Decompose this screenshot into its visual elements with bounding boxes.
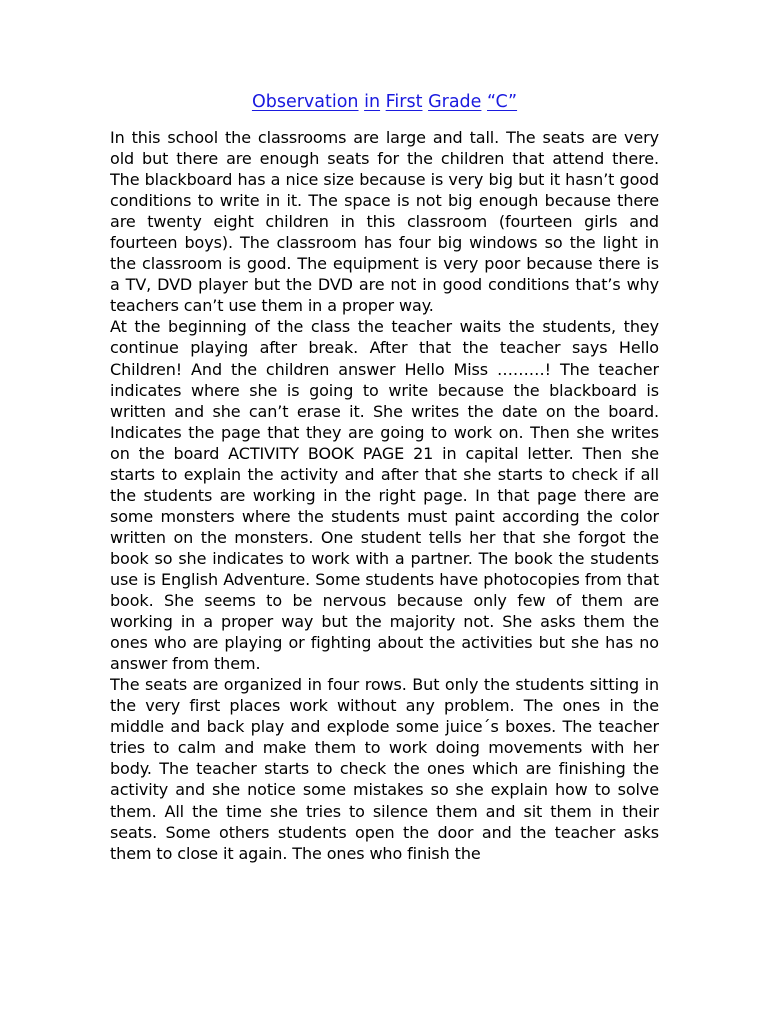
paragraph-seat-organization: The seats are organized in four rows. But only the students sitting in the very first places work without any problem. The ones in the middle and back play and explode some juice´s boxes. The teacher tries to calm and make them to work doing movements with her body. The teacher starts to check the ones which are finishing the activity and she notice some mistakes so she explain how to solve them. All the time she tries to silence them and sit them in their seats. Some others students open the door and the teacher asks them to close it again. The ones who finish the bbox=[110, 675, 659, 863]
title-link-in[interactable]: in bbox=[364, 92, 381, 112]
paragraph-classroom-description: In this school the classrooms are large and tall. The seats are very old but there are enough seats for the children that attend there. The blackboard has a nice size because is very big but it hasn’t good conditions to write in it. The space is not big enough because there are twenty eight children in this classroom (fourteen girls and fourteen boys). The classroom has four big windows so the light in the classroom is good. The equipment is very poor because there is a TV, DVD player but the DVD are not in good conditions that’s why teachers can’t use them in a proper way. bbox=[110, 128, 659, 316]
title-link-c[interactable]: “C” bbox=[487, 92, 518, 112]
title-link-grade[interactable]: Grade bbox=[428, 92, 482, 112]
page-title bbox=[110, 90, 659, 114]
title-link-observation[interactable]: Observation bbox=[251, 92, 359, 112]
document-body bbox=[110, 127, 659, 864]
document-page bbox=[110, 0, 659, 1024]
paragraph-class-beginning: At the beginning of the class the teacher waits the students, they continue playing after break. After that the teacher says Hello Children! And the children answer Hello Miss ………! The teacher indicates where she is going to write because the blackboard is written and she can’t erase it. She writes the date on the board. Indicates the page that they are going to work on. Then she writes on the board ACTIVITY BOOK PAGE 21 in capital letter. Then she starts to explain the activity and after that she starts to check if all the students are working in the right page. In that page there are some monsters where the students must paint according the color written on the monsters. One student tells her that she forgot the book so she indicates to work with a partner. The book the students use is English Adventure. Some students have photocopies from that book. She seems to be nervous because only few of them are working in a proper way but the majority not. She asks them the ones who are playing or fighting about the activities but she has no answer from them. bbox=[110, 317, 659, 674]
title-link-first[interactable]: First bbox=[385, 92, 423, 112]
